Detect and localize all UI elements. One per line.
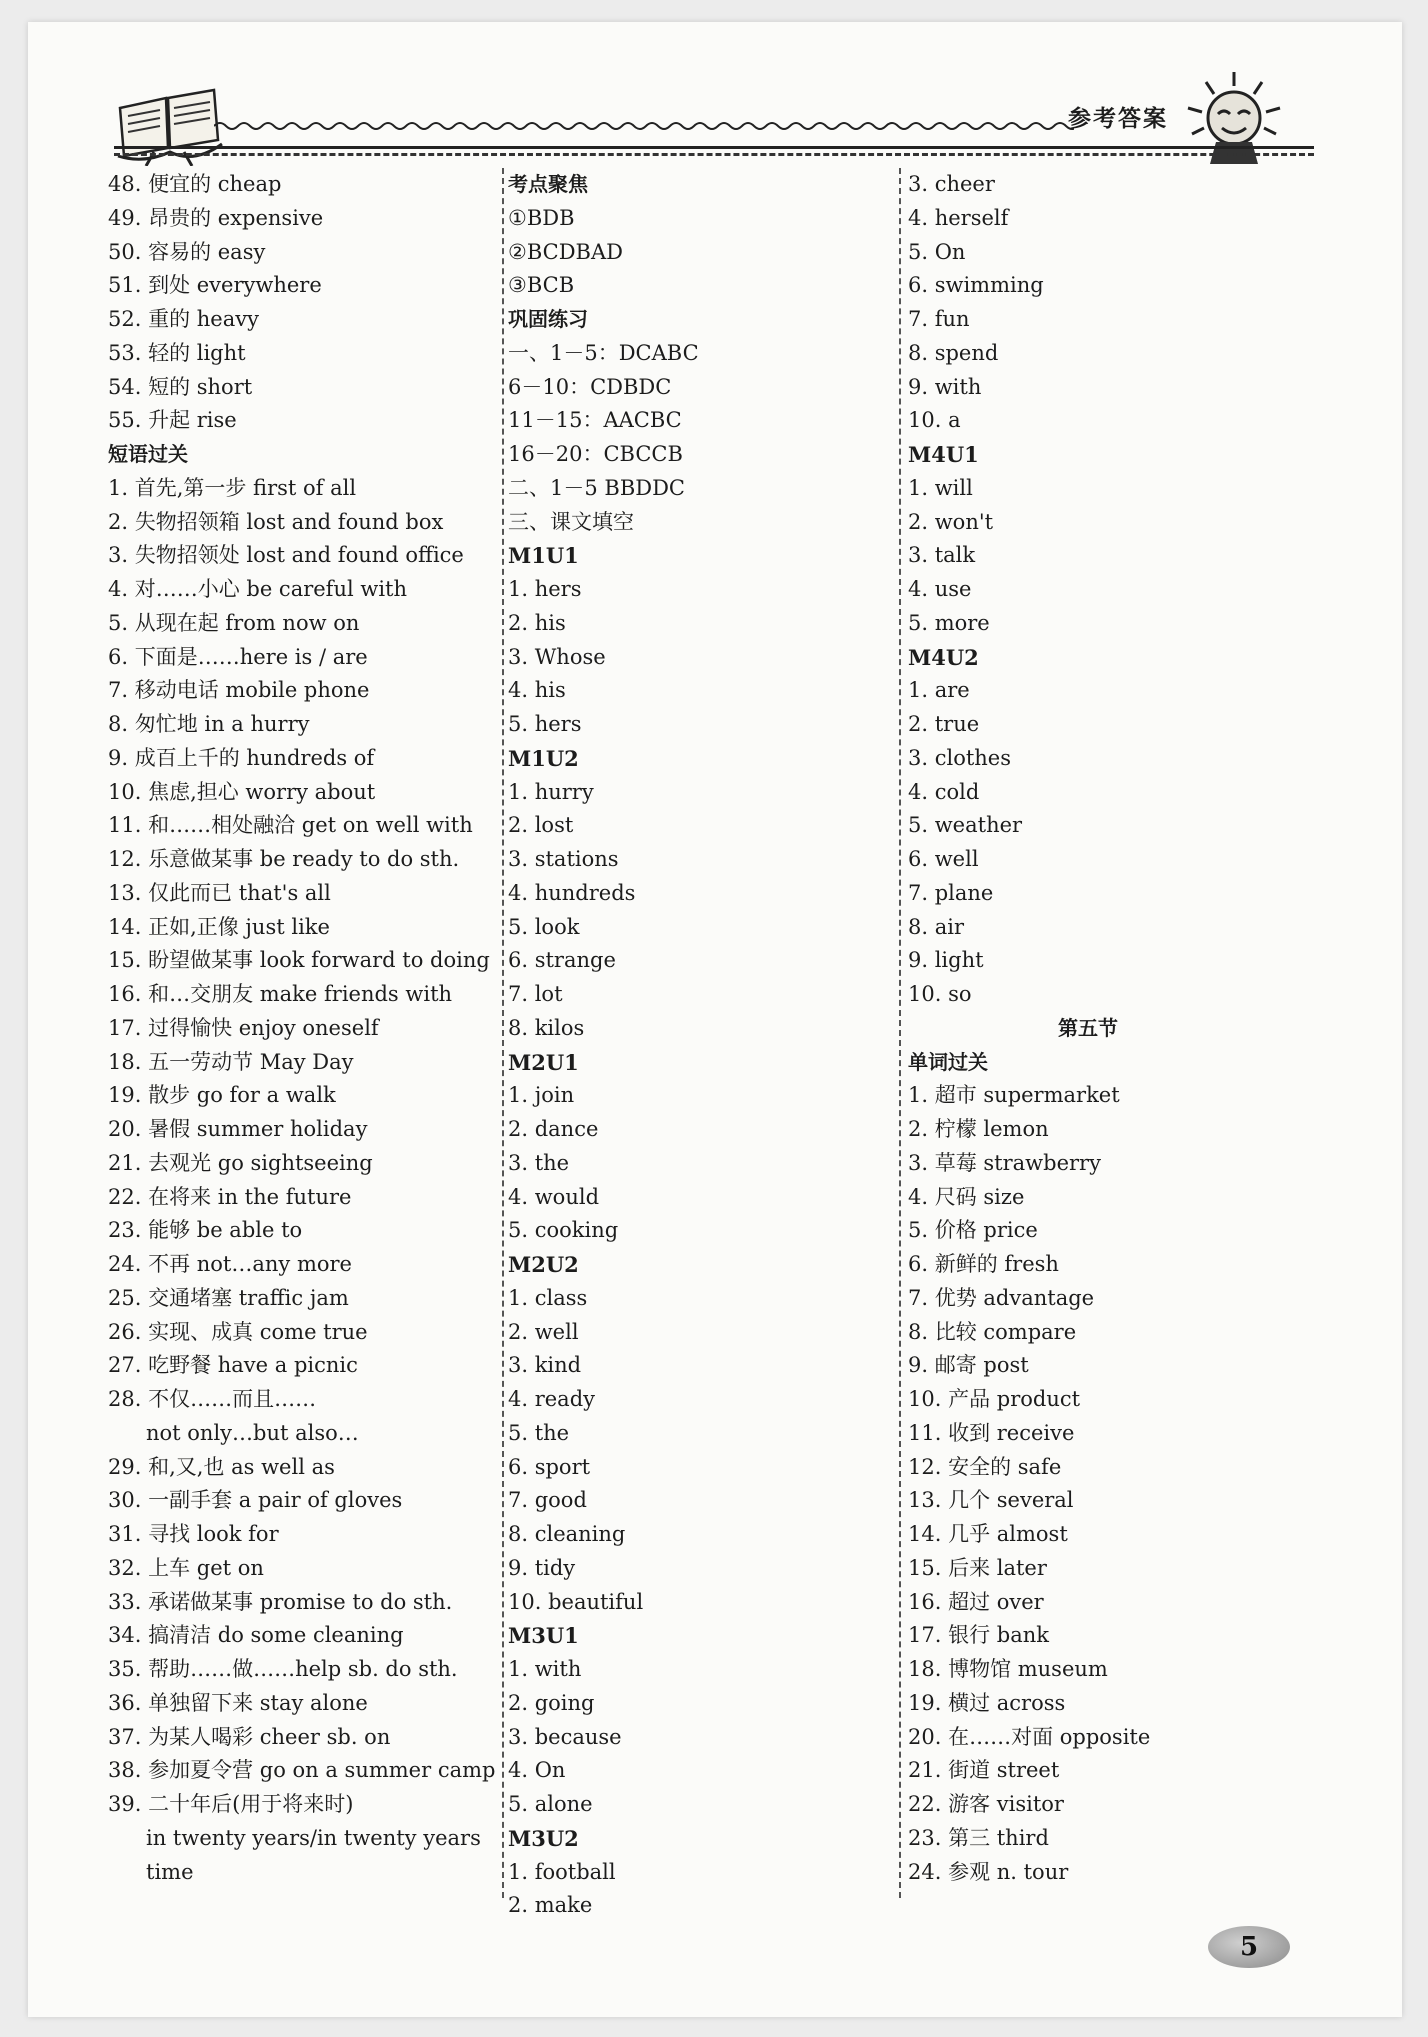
answer-line: 4. would <box>508 1184 600 1209</box>
answer-line: 9. light <box>908 948 984 973</box>
answer-line: 20. 在……对面 opposite <box>908 1724 1151 1749</box>
answer-line: 2. 柠檬 lemon <box>908 1117 1049 1141</box>
answer-line: 39. 二十年后(用于将来时) <box>108 1792 354 1816</box>
answer-line: 8. 比较 compare <box>908 1319 1077 1344</box>
answer-line: 6. 新鲜的 fresh <box>908 1252 1059 1276</box>
unit-heading: M3U1 <box>508 1623 579 1649</box>
answer-line: 二、1－5 BBDDC <box>508 475 686 500</box>
answer-line: 22. 游客 visitor <box>908 1792 1064 1816</box>
answer-line: 30. 一副手套 a pair of gloves <box>108 1488 403 1513</box>
answer-line: 5. look <box>508 914 580 939</box>
answer-line: 4. 对……小心 be careful with <box>108 577 408 601</box>
answer-line: 4. On <box>508 1758 566 1783</box>
answer-line: 8. air <box>908 914 964 939</box>
answer-line: 2. 失物招领箱 lost and found box <box>108 509 444 534</box>
answer-line: 3. the <box>508 1150 570 1175</box>
answer-line: 3. Whose <box>508 644 606 669</box>
answer-line: 2. his <box>508 610 566 635</box>
answer-line: 3. stations <box>508 847 619 871</box>
answer-line: 9. 成百上千的 hundreds of <box>108 745 375 770</box>
answer-line: 4. 尺码 size <box>908 1184 1025 1209</box>
answer-line: in twenty years/in twenty years <box>146 1825 481 1850</box>
answer-line: 13. 仅此而已 that's all <box>108 880 331 905</box>
answer-line: 8. kilos <box>508 1015 585 1040</box>
answer-line: 7. 移动电话 mobile phone <box>108 678 370 703</box>
answer-line: 8. spend <box>908 340 999 365</box>
section-heading: 单词过关 <box>908 1049 988 1074</box>
answer-line: 12. 安全的 safe <box>908 1454 1062 1479</box>
answer-line: 1. join <box>508 1083 575 1108</box>
answer-line: 4. hundreds <box>508 880 636 905</box>
answer-line: 6. 下面是……here is / are <box>108 644 368 669</box>
column-divider <box>502 168 504 1898</box>
answer-line: 21. 街道 street <box>908 1758 1060 1783</box>
answer-line: 51. 到处 everywhere <box>108 273 322 298</box>
answer-line: 9. 邮寄 post <box>908 1353 1029 1378</box>
answer-line: 5. weather <box>908 813 1023 838</box>
answer-line: 11. 收到 receive <box>908 1420 1075 1445</box>
answer-line: 8. cleaning <box>508 1522 626 1546</box>
section-heading: 考点聚焦 <box>508 172 588 196</box>
answer-line: 21. 去观光 go sightseeing <box>108 1150 373 1175</box>
answer-line: 10. 产品 product <box>908 1387 1081 1411</box>
unit-heading: M2U2 <box>508 1252 579 1277</box>
answer-line: 10. a <box>908 408 961 433</box>
answer-line: 55. 升起 rise <box>108 408 237 433</box>
answer-line: 1. 首先,第一步 first of all <box>108 475 357 500</box>
answer-line: 17. 银行 bank <box>908 1623 1049 1648</box>
page-header <box>28 22 1402 162</box>
answer-line: 5. 价格 price <box>908 1218 1038 1243</box>
answer-line: 19. 横过 across <box>908 1690 1066 1715</box>
answer-line: 6. well <box>908 847 979 871</box>
answer-line: 49. 昂贵的 expensive <box>108 205 324 230</box>
answer-line: 1. will <box>908 475 973 500</box>
answer-line: 22. 在将来 in the future <box>108 1184 352 1209</box>
answer-line: 3. 草莓 strawberry <box>908 1150 1101 1175</box>
unit-heading: M1U1 <box>508 543 579 569</box>
answer-line: 25. 交通堵塞 traffic jam <box>108 1285 349 1310</box>
unit-heading: M4U1 <box>908 442 979 467</box>
answer-line: 1. hers <box>508 577 582 601</box>
answer-line: 3. clothes <box>908 745 1012 770</box>
answer-line: 1. hurry <box>508 779 594 804</box>
answer-line: 1. 超市 supermarket <box>908 1083 1120 1108</box>
answer-line: 16－20：CBCCB <box>508 442 683 466</box>
answer-line: 11－15：AACBC <box>508 408 682 433</box>
answer-line: 5. 从现在起 from now on <box>108 610 360 635</box>
answer-line: 26. 实现、成真 come true <box>108 1319 368 1344</box>
answer-line: 29. 和,又,也 as well as <box>108 1454 335 1479</box>
answer-line: 37. 为某人喝彩 cheer sb. on <box>108 1724 391 1749</box>
answer-line: 52. 重的 heavy <box>108 307 259 331</box>
answer-line: 4. herself <box>908 205 1009 230</box>
answer-line: 34. 搞清洁 do some cleaning <box>108 1623 404 1648</box>
header-rule <box>114 146 1314 149</box>
answer-line: 12. 乐意做某事 be ready to do sth. <box>108 847 460 871</box>
answer-line: ①BDB <box>508 205 575 230</box>
answer-line: 23. 能够 be able to <box>108 1218 303 1243</box>
answer-line: 16. 和…交朋友 make friends with <box>108 982 453 1006</box>
answer-line: 2. true <box>908 712 980 736</box>
answer-line: 3. because <box>508 1724 622 1749</box>
answer-line: 3. 失物招领处 lost and found office <box>108 543 464 568</box>
answer-line: 6. swimming <box>908 273 1044 298</box>
answer-line: 13. 几个 several <box>908 1488 1074 1513</box>
column-right <box>908 168 1328 1889</box>
answer-line: 1. football <box>508 1859 616 1884</box>
answer-line: 18. 五一劳动节 May Day <box>108 1049 354 1074</box>
answer-line: time <box>146 1859 194 1884</box>
answer-line: 5. more <box>908 610 990 635</box>
answer-line: 7. 优势 advantage <box>908 1285 1095 1310</box>
answer-line: 36. 单独留下来 stay alone <box>108 1690 368 1715</box>
answer-line: 33. 承诺做某事 promise to do sth. <box>108 1589 453 1614</box>
column-middle <box>508 168 903 1923</box>
wavy-rule <box>214 118 1074 134</box>
answer-line: 2. make <box>508 1893 593 1918</box>
answer-line: 18. 博物馆 museum <box>908 1657 1108 1681</box>
answer-line: 10. beautiful <box>508 1589 644 1614</box>
answer-line: 4. his <box>508 678 566 703</box>
answer-line: 15. 盼望做某事 look forward to doing <box>108 948 490 973</box>
answer-line: 50. 容易的 easy <box>108 239 266 264</box>
answer-line: 7. lot <box>508 982 563 1006</box>
answer-line: 2. dance <box>508 1117 599 1141</box>
answer-line: 2. lost <box>508 813 574 838</box>
answer-line: 28. 不仅……而且…… <box>108 1387 317 1411</box>
answer-line: 23. 第三 third <box>908 1825 1049 1850</box>
header-dashed-rule <box>114 153 1314 156</box>
answer-line: 8. 匆忙地 in a hurry <box>108 712 310 736</box>
answer-line: 4. cold <box>908 779 980 804</box>
answer-line: 2. going <box>508 1690 595 1715</box>
answer-line: 27. 吃野餐 have a picnic <box>108 1353 358 1378</box>
answer-line: 32. 上车 get on <box>108 1555 264 1580</box>
answer-line: 5. alone <box>508 1792 593 1816</box>
answer-line: 14. 正如,正像 just like <box>108 914 330 939</box>
answer-line: 7. good <box>508 1488 587 1513</box>
answer-line: 6. sport <box>508 1454 591 1479</box>
answer-line: 2. well <box>508 1319 579 1344</box>
answer-line: 53. 轻的 light <box>108 340 246 365</box>
answer-line: 19. 散步 go for a walk <box>108 1083 336 1108</box>
answer-line: 24. 不再 not…any more <box>108 1252 352 1276</box>
unit-heading: M1U2 <box>508 745 579 771</box>
answer-line: 一、1－5：DCABC <box>508 340 699 365</box>
answer-line: 1. class <box>508 1285 588 1310</box>
answer-line: 17. 过得愉快 enjoy oneself <box>108 1015 379 1040</box>
unit-heading: M2U1 <box>508 1049 579 1075</box>
section-heading: 巩固练习 <box>508 307 588 331</box>
answer-line: 10. so <box>908 982 972 1006</box>
answer-line: 7. plane <box>908 880 994 905</box>
answer-line: 38. 参加夏令营 go on a summer camp <box>108 1758 496 1783</box>
answer-line: 9. with <box>908 374 982 399</box>
answer-line: 3. talk <box>908 543 976 568</box>
answer-line: 54. 短的 short <box>108 374 253 399</box>
answer-line: 6－10：CDBDC <box>508 374 672 399</box>
answer-line: 35. 帮助……做……help sb. do sth. <box>108 1657 458 1681</box>
answer-line: 1. with <box>508 1657 582 1681</box>
answer-line: 2. won't <box>908 509 994 534</box>
answer-line: 9. tidy <box>508 1555 576 1580</box>
page-number-badge: 5 <box>1208 1926 1290 1968</box>
header-title: 参考答案 <box>1068 106 1168 132</box>
answer-line: ③BCB <box>508 273 575 298</box>
answer-line: 3. cheer <box>908 172 995 196</box>
answer-line: 20. 暑假 summer holiday <box>108 1117 368 1141</box>
answer-line: not only…but also… <box>146 1420 359 1445</box>
answer-line: 14. 几乎 almost <box>908 1522 1068 1546</box>
answer-line: 3. kind <box>508 1353 582 1378</box>
column-left <box>108 168 518 1889</box>
unit-heading: M3U2 <box>508 1825 579 1851</box>
answer-line: 4. ready <box>508 1387 596 1411</box>
answer-line: 7. fun <box>908 307 970 331</box>
answer-line: ②BCDBAD <box>508 239 623 264</box>
answer-line: 31. 寻找 look for <box>108 1522 279 1546</box>
answer-key-page <box>28 22 1402 2017</box>
answer-line: 15. 后来 later <box>908 1555 1047 1580</box>
answer-line: 16. 超过 over <box>908 1589 1044 1614</box>
answer-line: 10. 焦虑,担心 worry about <box>108 779 376 804</box>
answer-line: 48. 便宜的 cheap <box>108 172 282 196</box>
unit-heading: M4U2 <box>908 644 979 670</box>
answer-line: 三、课文填空 <box>508 509 634 534</box>
column-divider <box>899 168 901 1898</box>
answer-line: 1. are <box>908 678 970 703</box>
answer-line: 5. On <box>908 239 966 264</box>
answer-line: 6. strange <box>508 948 616 973</box>
answer-line: 4. use <box>908 577 972 601</box>
answer-line: 5. the <box>508 1420 570 1445</box>
section-heading: 短语过关 <box>108 442 188 466</box>
section-heading: 第五节 <box>1058 1015 1118 1040</box>
answer-line: 5. hers <box>508 712 582 736</box>
answer-line: 5. cooking <box>508 1218 619 1243</box>
answer-line: 11. 和……相处融洽 get on well with <box>108 813 473 838</box>
answer-line: 24. 参观 n. tour <box>908 1859 1069 1884</box>
